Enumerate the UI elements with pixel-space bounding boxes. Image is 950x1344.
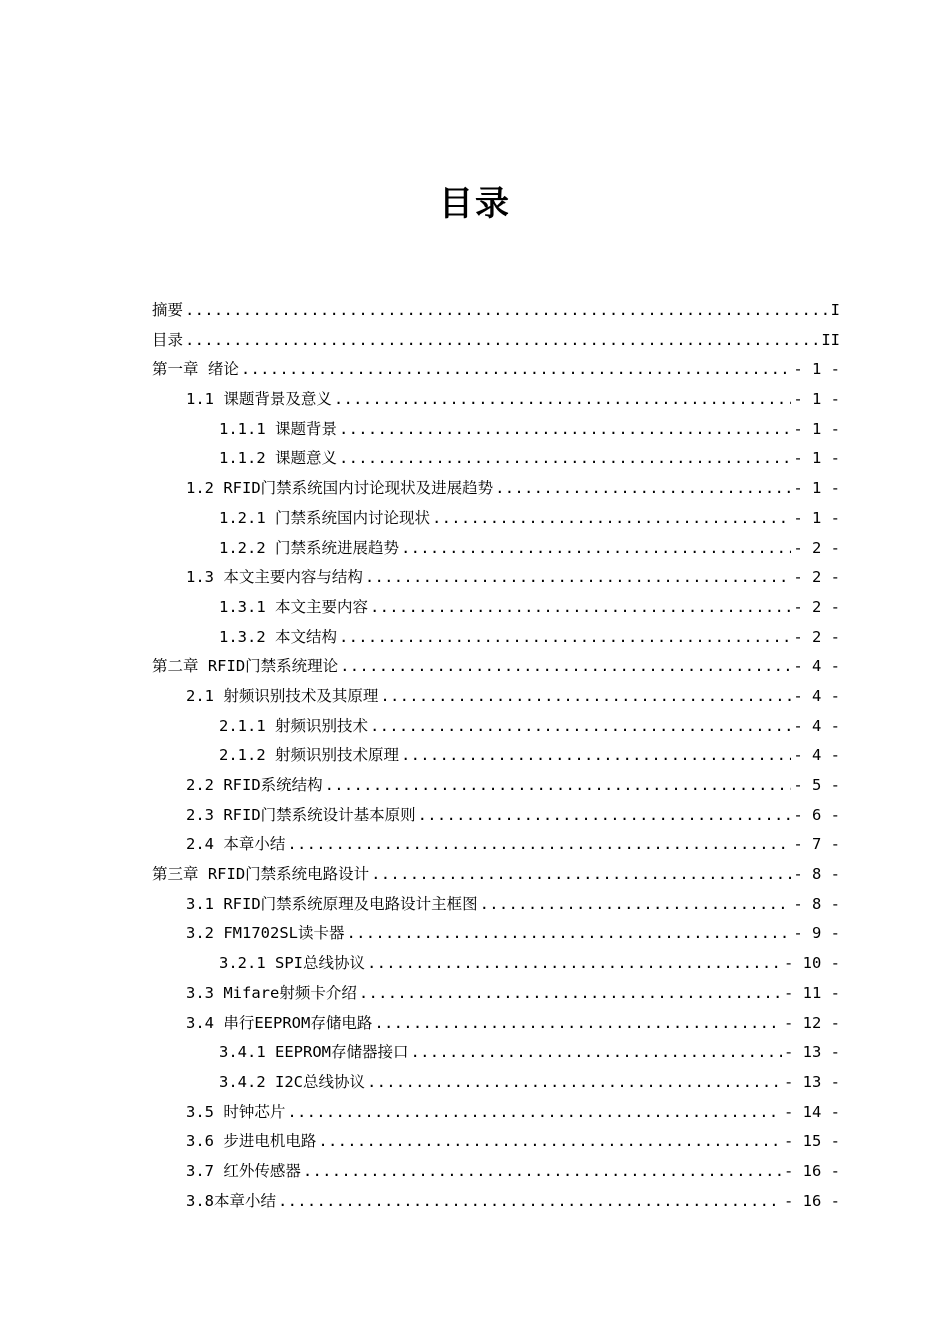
toc-entry-page-number: - 11 -: [784, 983, 840, 1002]
toc-entry[interactable]: [152, 951, 840, 981]
toc-entry-page-number: - 15 -: [784, 1132, 840, 1151]
toc-dot-leader: [380, 687, 791, 705]
toc-entry-title: 1.2 RFID门禁系统国内讨论现状及进展趋势: [186, 479, 494, 498]
toc-dot-leader: [340, 657, 791, 675]
toc-entry-page-number: - 4 -: [793, 746, 840, 765]
table-of-contents: [152, 298, 840, 1218]
toc-entry-page-number: - 10 -: [784, 954, 840, 973]
toc-dot-leader: [318, 1132, 782, 1150]
toc-entry-title: 2.1.2 射频识别技术原理: [219, 746, 399, 765]
toc-entry[interactable]: [152, 862, 840, 892]
toc-entry-page-number: - 2 -: [793, 538, 840, 557]
toc-entry-page-number: - 1 -: [793, 508, 840, 527]
toc-entry-page-number: - 4 -: [793, 716, 840, 735]
toc-entry[interactable]: [152, 921, 840, 951]
toc-entry-page-number: - 1 -: [793, 390, 840, 409]
toc-entry[interactable]: [152, 832, 840, 862]
toc-entry-title: 2.1 射频识别技术及其原理: [186, 686, 379, 705]
toc-dot-leader: [303, 1162, 782, 1180]
toc-dot-leader: [359, 984, 782, 1002]
toc-entry-title: 1.2.2 门禁系统进展趋势: [219, 538, 399, 557]
toc-entry-page-number: - 1 -: [793, 360, 840, 379]
toc-entry[interactable]: [152, 654, 840, 684]
toc-entry-page-number: - 16 -: [784, 1191, 840, 1210]
toc-entry[interactable]: [152, 387, 840, 417]
toc-entry-title: 1.3.2 本文结构: [219, 627, 337, 646]
toc-dot-leader: [410, 1043, 782, 1061]
toc-entry[interactable]: [152, 1040, 840, 1070]
toc-dot-leader: [401, 746, 791, 764]
toc-entry-page-number: - 7 -: [793, 835, 840, 854]
toc-entry-title: 2.2 RFID系统结构: [186, 776, 323, 794]
toc-dot-leader: [371, 865, 791, 883]
toc-entry-page-number: II: [821, 330, 840, 349]
toc-entry-title: 3.6 步进电机电路: [186, 1132, 317, 1151]
toc-entry-title: 3.1 RFID门禁系统原理及电路设计主框图: [186, 894, 478, 913]
toc-dot-leader: [185, 301, 829, 319]
toc-entry-title: 1.3 本文主要内容与结构: [186, 568, 363, 587]
toc-entry[interactable]: [152, 625, 840, 655]
toc-entry[interactable]: [152, 1100, 840, 1130]
toc-entry-title: 3.2.1 SPI总线协议: [219, 954, 365, 973]
toc-entry-page-number: - 14 -: [784, 1102, 840, 1121]
toc-entry[interactable]: [152, 417, 840, 447]
toc-entry[interactable]: [152, 981, 840, 1011]
toc-entry-title: 3.4.2 I2C总线协议: [219, 1072, 365, 1091]
toc-entry-page-number: - 4 -: [793, 686, 840, 705]
toc-entry[interactable]: [152, 328, 840, 358]
toc-entry-page-number: - 16 -: [784, 1161, 840, 1180]
toc-dot-leader: [339, 420, 791, 438]
toc-entry-title: 3.7 红外传感器: [186, 1161, 301, 1180]
toc-dot-leader: [365, 568, 792, 586]
toc-entry-title: 3.2 FM1702SL读卡器: [186, 924, 345, 943]
toc-entry-page-number: - 8 -: [793, 894, 840, 913]
toc-dot-leader: [480, 895, 792, 913]
toc-entry[interactable]: [152, 1189, 840, 1219]
toc-dot-leader: [325, 776, 792, 794]
toc-entry-page-number: - 1 -: [793, 449, 840, 468]
toc-dot-leader: [495, 479, 791, 497]
toc-entry[interactable]: [152, 684, 840, 714]
toc-entry[interactable]: [152, 446, 840, 476]
toc-entry-page-number: - 6 -: [793, 805, 840, 824]
toc-entry-title: 3.3 Mifare射频卡介绍: [186, 983, 357, 1002]
toc-dot-leader: [346, 924, 791, 942]
toc-entry-title: 3.8本章小结: [186, 1191, 276, 1210]
toc-entry[interactable]: [152, 565, 840, 595]
toc-dot-leader: [287, 1103, 782, 1121]
toc-dot-leader: [334, 390, 792, 408]
toc-dot-leader: [432, 509, 791, 527]
toc-dot-leader: [287, 835, 791, 853]
toc-entry[interactable]: [152, 714, 840, 744]
toc-entry-title: 2.1.1 射频识别技术: [219, 716, 368, 735]
toc-entry-page-number: - 2 -: [793, 597, 840, 616]
toc-entry[interactable]: [152, 892, 840, 922]
toc-entry[interactable]: [152, 536, 840, 566]
toc-dot-leader: [374, 1014, 782, 1032]
toc-entry[interactable]: [152, 773, 840, 803]
toc-dot-leader: [367, 1073, 782, 1091]
toc-entry[interactable]: [152, 1129, 840, 1159]
toc-dot-leader: [418, 806, 792, 824]
toc-dot-leader: [185, 331, 819, 349]
toc-entry[interactable]: [152, 298, 840, 328]
toc-dot-leader: [367, 954, 782, 972]
toc-entry[interactable]: [152, 743, 840, 773]
toc-entry-page-number: - 4 -: [793, 657, 840, 676]
toc-entry[interactable]: [152, 476, 840, 506]
toc-dot-leader: [241, 360, 791, 378]
toc-entry-title: 3.4 串行EEPROM存储电路: [186, 1013, 373, 1032]
toc-entry[interactable]: [152, 803, 840, 833]
toc-entry-title: 2.4 本章小结: [186, 835, 286, 854]
toc-entry-page-number: I: [830, 301, 840, 319]
toc-dot-leader: [278, 1192, 782, 1210]
toc-entry[interactable]: [152, 1159, 840, 1189]
toc-entry[interactable]: [152, 1070, 840, 1100]
toc-entry-page-number: - 2 -: [793, 568, 840, 587]
toc-entry-page-number: - 8 -: [793, 865, 840, 884]
toc-entry-title: 1.1 课题背景及意义: [186, 390, 332, 409]
toc-entry-page-number: - 1 -: [793, 479, 840, 498]
toc-entry-title: 1.3.1 本文主要内容: [219, 597, 368, 616]
toc-entry-page-number: - 1 -: [793, 419, 840, 438]
toc-entry-title: 2.3 RFID门禁系统设计基本原则: [186, 805, 416, 824]
toc-entry-title: 第三章 RFID门禁系统电路设计: [152, 865, 370, 884]
toc-entry-title: 1.1.1 课题背景: [219, 419, 337, 438]
toc-entry-title: 1.2.1 门禁系统国内讨论现状: [219, 508, 430, 527]
toc-dot-leader: [401, 539, 791, 557]
toc-entry-page-number: - 13 -: [784, 1072, 840, 1091]
toc-entry[interactable]: [152, 357, 840, 387]
toc-dot-leader: [339, 628, 791, 646]
toc-dot-leader: [370, 717, 791, 735]
toc-entry-page-number: - 9 -: [793, 924, 840, 943]
page-title: 目录: [439, 184, 511, 224]
toc-entry-page-number: - 2 -: [793, 627, 840, 646]
toc-dot-leader: [370, 598, 791, 616]
toc-entry[interactable]: [152, 595, 840, 625]
toc-entry-title: 1.1.2 课题意义: [219, 449, 337, 468]
toc-entry-page-number: - 13 -: [784, 1043, 840, 1062]
toc-entry-title: 目录: [152, 330, 184, 349]
toc-entry[interactable]: [152, 1011, 840, 1041]
toc-entry-title: 第二章 RFID门禁系统理论: [152, 657, 339, 676]
toc-entry-title: 第一章 绪论: [152, 360, 239, 379]
toc-entry-title: 摘要: [152, 301, 184, 319]
toc-entry[interactable]: [152, 506, 840, 536]
toc-dot-leader: [339, 449, 791, 467]
toc-entry-page-number: - 12 -: [784, 1013, 840, 1032]
toc-entry-page-number: - 5 -: [793, 776, 840, 794]
toc-entry-title: 3.4.1 EEPROM存储器接口: [219, 1043, 409, 1062]
toc-entry-title: 3.5 时钟芯片: [186, 1102, 286, 1121]
